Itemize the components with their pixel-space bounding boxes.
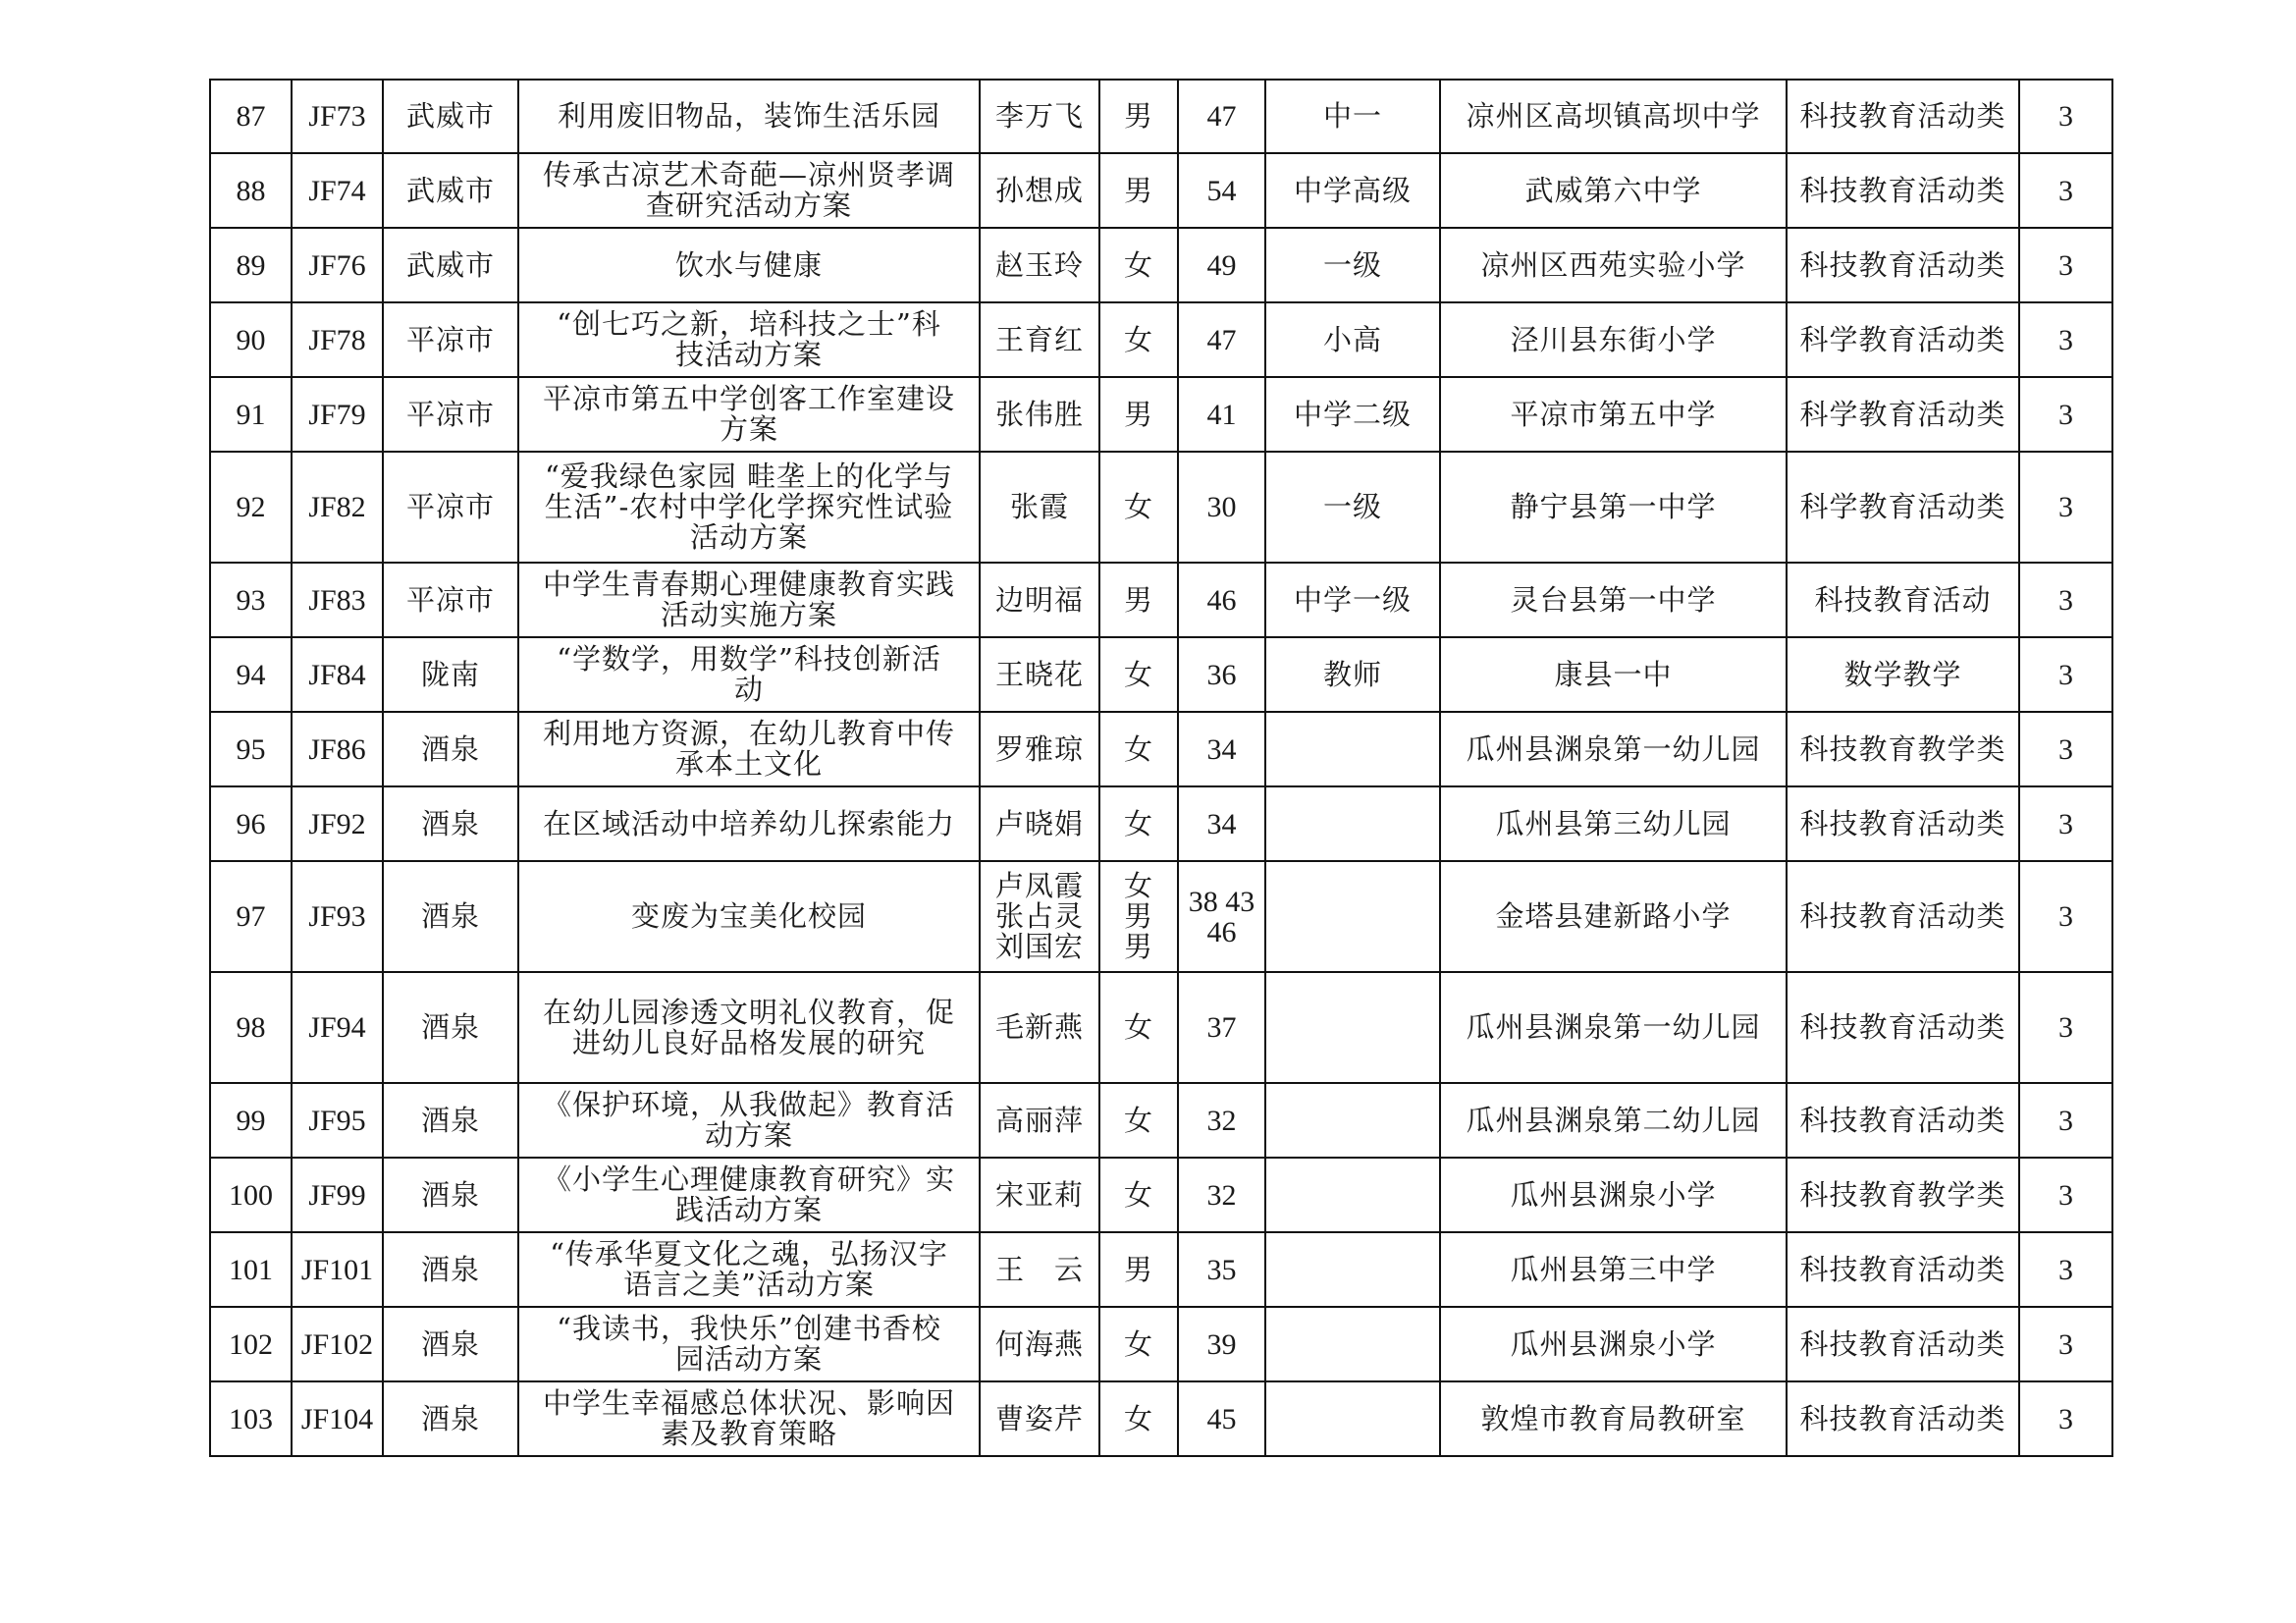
- score-cell: 3: [2019, 302, 2112, 377]
- city-cell: 平凉市: [383, 452, 518, 563]
- professional-rank-cell: [1265, 1307, 1440, 1381]
- city-cell: 酒泉: [383, 972, 518, 1083]
- category-cell: 科技教育活动类: [1787, 1381, 2019, 1456]
- project-title-cell: 利用废旧物品，装饰生活乐园: [518, 80, 980, 153]
- project-title-cell: 利用地方资源，在幼儿教育中传 承本土文化: [518, 712, 980, 786]
- project-code-cell: JF73: [292, 80, 383, 153]
- author-name-cell: 王晓花: [980, 637, 1099, 712]
- project-code-cell: JF92: [292, 786, 383, 861]
- project-title-cell: 《小学生心理健康教育研究》实 践活动方案: [518, 1158, 980, 1232]
- row-number-cell: 91: [210, 377, 292, 452]
- school-cell: 平凉市第五中学: [1440, 377, 1787, 452]
- category-cell: 科技教育活动类: [1787, 153, 2019, 228]
- age-cell: 41: [1178, 377, 1265, 452]
- gender-cell: 女: [1099, 228, 1178, 302]
- gender-cell: 男: [1099, 80, 1178, 153]
- table-row: [210, 228, 2112, 302]
- author-name-cell: 高丽萍: [980, 1083, 1099, 1158]
- city-cell: 酒泉: [383, 1158, 518, 1232]
- project-title-cell: 在区域活动中培养幼儿探索能力: [518, 786, 980, 861]
- category-cell: 科技教育活动: [1787, 563, 2019, 637]
- project-code-cell: JF84: [292, 637, 383, 712]
- gender-cell: 男: [1099, 153, 1178, 228]
- table-body: [210, 80, 2112, 1456]
- gender-cell: 女: [1099, 712, 1178, 786]
- category-cell: 科技教育活动类: [1787, 786, 2019, 861]
- project-title-cell: 变废为宝美化校园: [518, 861, 980, 972]
- project-code-cell: JF94: [292, 972, 383, 1083]
- score-cell: 3: [2019, 972, 2112, 1083]
- score-cell: 3: [2019, 1158, 2112, 1232]
- project-code-cell: JF82: [292, 452, 383, 563]
- school-cell: 武威第六中学: [1440, 153, 1787, 228]
- table-row: [210, 153, 2112, 228]
- score-cell: 3: [2019, 1232, 2112, 1307]
- gender-cell: 女: [1099, 1158, 1178, 1232]
- city-cell: 酒泉: [383, 1232, 518, 1307]
- project-title-cell: 传承古凉艺术奇葩—凉州贤孝调 查研究活动方案: [518, 153, 980, 228]
- category-cell: 科技教育活动类: [1787, 228, 2019, 302]
- project-title-cell: 在幼儿园渗透文明礼仪教育，促 进幼儿良好品格发展的研究: [518, 972, 980, 1083]
- city-cell: 平凉市: [383, 563, 518, 637]
- row-number-cell: 100: [210, 1158, 292, 1232]
- school-cell: 瓜州县渊泉第一幼儿园: [1440, 712, 1787, 786]
- category-cell: 科学教育活动类: [1787, 377, 2019, 452]
- school-cell: 金塔县建新路小学: [1440, 861, 1787, 972]
- professional-rank-cell: [1265, 1158, 1440, 1232]
- gender-cell: 女: [1099, 972, 1178, 1083]
- age-cell: 49: [1178, 228, 1265, 302]
- author-name-cell: 张霞: [980, 452, 1099, 563]
- age-cell: 37: [1178, 972, 1265, 1083]
- score-cell: 3: [2019, 80, 2112, 153]
- row-number-cell: 101: [210, 1232, 292, 1307]
- table-row: [210, 452, 2112, 563]
- table-row: [210, 1381, 2112, 1456]
- row-number-cell: 94: [210, 637, 292, 712]
- project-title-cell: 中学生青春期心理健康教育实践 活动实施方案: [518, 563, 980, 637]
- project-code-cell: JF78: [292, 302, 383, 377]
- table-row: [210, 377, 2112, 452]
- row-number-cell: 90: [210, 302, 292, 377]
- project-code-cell: JF93: [292, 861, 383, 972]
- project-title-cell: 饮水与健康: [518, 228, 980, 302]
- author-name-cell: 卢凤霞 张占灵 刘国宏: [980, 861, 1099, 972]
- project-code-cell: JF104: [292, 1381, 383, 1456]
- professional-rank-cell: [1265, 861, 1440, 972]
- school-cell: 瓜州县第三中学: [1440, 1232, 1787, 1307]
- school-cell: 瓜州县渊泉第一幼儿园: [1440, 972, 1787, 1083]
- author-name-cell: 毛新燕: [980, 972, 1099, 1083]
- row-number-cell: 103: [210, 1381, 292, 1456]
- table-row: [210, 972, 2112, 1083]
- age-cell: 34: [1178, 712, 1265, 786]
- score-cell: 3: [2019, 228, 2112, 302]
- author-name-cell: 罗雅琼: [980, 712, 1099, 786]
- school-cell: 灵台县第一中学: [1440, 563, 1787, 637]
- author-name-cell: 曹姿芹: [980, 1381, 1099, 1456]
- age-cell: 34: [1178, 786, 1265, 861]
- gender-cell: 女: [1099, 786, 1178, 861]
- table-row: [210, 563, 2112, 637]
- table-row: [210, 1232, 2112, 1307]
- project-title-cell: 《保护环境，从我做起》教育活 动方案: [518, 1083, 980, 1158]
- school-cell: 凉州区高坝镇高坝中学: [1440, 80, 1787, 153]
- category-cell: 科技教育活动类: [1787, 80, 2019, 153]
- row-number-cell: 102: [210, 1307, 292, 1381]
- category-cell: 科技教育活动类: [1787, 861, 2019, 972]
- professional-rank-cell: 中一: [1265, 80, 1440, 153]
- professional-rank-cell: 一级: [1265, 228, 1440, 302]
- table-row: [210, 637, 2112, 712]
- category-cell: 科技教育教学类: [1787, 1158, 2019, 1232]
- project-title-cell: 中学生幸福感总体状况、影响因 素及教育策略: [518, 1381, 980, 1456]
- age-cell: 32: [1178, 1158, 1265, 1232]
- table-row: [210, 302, 2112, 377]
- city-cell: 武威市: [383, 153, 518, 228]
- project-code-cell: JF99: [292, 1158, 383, 1232]
- category-cell: 科技教育活动类: [1787, 1232, 2019, 1307]
- table-row: [210, 786, 2112, 861]
- school-cell: 瓜州县渊泉第二幼儿园: [1440, 1083, 1787, 1158]
- school-cell: 康县一中: [1440, 637, 1787, 712]
- score-cell: 3: [2019, 712, 2112, 786]
- author-name-cell: 边明福: [980, 563, 1099, 637]
- professional-rank-cell: [1265, 712, 1440, 786]
- project-code-cell: JF74: [292, 153, 383, 228]
- row-number-cell: 99: [210, 1083, 292, 1158]
- row-number-cell: 97: [210, 861, 292, 972]
- professional-rank-cell: 中学高级: [1265, 153, 1440, 228]
- city-cell: 酒泉: [383, 712, 518, 786]
- author-name-cell: 王 云: [980, 1232, 1099, 1307]
- age-cell: 36: [1178, 637, 1265, 712]
- row-number-cell: 87: [210, 80, 292, 153]
- project-title-cell: “创七巧之新，培科技之士”科 技活动方案: [518, 302, 980, 377]
- row-number-cell: 98: [210, 972, 292, 1083]
- author-name-cell: 王育红: [980, 302, 1099, 377]
- professional-rank-cell: [1265, 786, 1440, 861]
- table-row: [210, 712, 2112, 786]
- professional-rank-cell: 教师: [1265, 637, 1440, 712]
- author-name-cell: 何海燕: [980, 1307, 1099, 1381]
- age-cell: 30: [1178, 452, 1265, 563]
- row-number-cell: 92: [210, 452, 292, 563]
- gender-cell: 男: [1099, 377, 1178, 452]
- row-number-cell: 89: [210, 228, 292, 302]
- gender-cell: 男: [1099, 1232, 1178, 1307]
- professional-rank-cell: 中学一级: [1265, 563, 1440, 637]
- category-cell: 科技教育教学类: [1787, 712, 2019, 786]
- author-name-cell: 赵玉玲: [980, 228, 1099, 302]
- score-cell: 3: [2019, 377, 2112, 452]
- age-cell: 39: [1178, 1307, 1265, 1381]
- score-cell: 3: [2019, 452, 2112, 563]
- professional-rank-cell: 一级: [1265, 452, 1440, 563]
- table-row: [210, 1307, 2112, 1381]
- category-cell: 数学教学: [1787, 637, 2019, 712]
- project-code-cell: JF83: [292, 563, 383, 637]
- age-cell: 54: [1178, 153, 1265, 228]
- school-cell: 静宁县第一中学: [1440, 452, 1787, 563]
- row-number-cell: 95: [210, 712, 292, 786]
- project-code-cell: JF86: [292, 712, 383, 786]
- score-cell: 3: [2019, 1381, 2112, 1456]
- age-cell: 32: [1178, 1083, 1265, 1158]
- professional-rank-cell: [1265, 1083, 1440, 1158]
- score-cell: 3: [2019, 861, 2112, 972]
- author-name-cell: 孙想成: [980, 153, 1099, 228]
- professional-rank-cell: [1265, 972, 1440, 1083]
- row-number-cell: 93: [210, 563, 292, 637]
- project-title-cell: 平凉市第五中学创客工作室建设 方案: [518, 377, 980, 452]
- score-cell: 3: [2019, 637, 2112, 712]
- gender-cell: 女: [1099, 637, 1178, 712]
- gender-cell: 女: [1099, 1083, 1178, 1158]
- professional-rank-cell: 中学二级: [1265, 377, 1440, 452]
- city-cell: 酒泉: [383, 1307, 518, 1381]
- school-cell: 瓜州县第三幼儿园: [1440, 786, 1787, 861]
- school-cell: 瓜州县渊泉小学: [1440, 1307, 1787, 1381]
- category-cell: 科技教育活动类: [1787, 1083, 2019, 1158]
- professional-rank-cell: [1265, 1381, 1440, 1456]
- author-name-cell: 李万飞: [980, 80, 1099, 153]
- school-cell: 凉州区西苑实验小学: [1440, 228, 1787, 302]
- city-cell: 陇南: [383, 637, 518, 712]
- category-cell: 科技教育活动类: [1787, 972, 2019, 1083]
- school-cell: 敦煌市教育局教研室: [1440, 1381, 1787, 1456]
- row-number-cell: 96: [210, 786, 292, 861]
- score-cell: 3: [2019, 563, 2112, 637]
- gender-cell: 女: [1099, 1307, 1178, 1381]
- project-title-cell: “爱我绿色家园 畦垄上的化学与 生活”-农村中学化学探究性试验 活动方案: [518, 452, 980, 563]
- category-cell: 科学教育活动类: [1787, 452, 2019, 563]
- age-cell: 46: [1178, 563, 1265, 637]
- category-cell: 科技教育活动类: [1787, 1307, 2019, 1381]
- age-cell: 47: [1178, 80, 1265, 153]
- city-cell: 酒泉: [383, 1083, 518, 1158]
- award-list-table: [209, 79, 2113, 1457]
- city-cell: 酒泉: [383, 861, 518, 972]
- school-cell: 泾川县东街小学: [1440, 302, 1787, 377]
- gender-cell: 女: [1099, 302, 1178, 377]
- age-cell: 38 43 46: [1178, 861, 1265, 972]
- project-title-cell: “传承华夏文化之魂，弘扬汉字 语言之美”活动方案: [518, 1232, 980, 1307]
- city-cell: 酒泉: [383, 786, 518, 861]
- row-number-cell: 88: [210, 153, 292, 228]
- city-cell: 武威市: [383, 228, 518, 302]
- score-cell: 3: [2019, 786, 2112, 861]
- score-cell: 3: [2019, 1307, 2112, 1381]
- project-code-cell: JF101: [292, 1232, 383, 1307]
- city-cell: 武威市: [383, 80, 518, 153]
- gender-cell: 女: [1099, 1381, 1178, 1456]
- age-cell: 47: [1178, 302, 1265, 377]
- table-row: [210, 861, 2112, 972]
- city-cell: 平凉市: [383, 302, 518, 377]
- project-code-cell: JF76: [292, 228, 383, 302]
- gender-cell: 男: [1099, 563, 1178, 637]
- table-row: [210, 80, 2112, 153]
- age-cell: 35: [1178, 1232, 1265, 1307]
- gender-cell: 女: [1099, 452, 1178, 563]
- author-name-cell: 张伟胜: [980, 377, 1099, 452]
- project-code-cell: JF95: [292, 1083, 383, 1158]
- category-cell: 科学教育活动类: [1787, 302, 2019, 377]
- score-cell: 3: [2019, 1083, 2112, 1158]
- author-name-cell: 卢晓娟: [980, 786, 1099, 861]
- gender-cell: 女 男 男: [1099, 861, 1178, 972]
- table-row: [210, 1083, 2112, 1158]
- project-code-cell: JF79: [292, 377, 383, 452]
- professional-rank-cell: [1265, 1232, 1440, 1307]
- project-title-cell: “我读书，我快乐”创建书香校 园活动方案: [518, 1307, 980, 1381]
- project-title-cell: “学数学，用数学”科技创新活 动: [518, 637, 980, 712]
- author-name-cell: 宋亚莉: [980, 1158, 1099, 1232]
- project-code-cell: JF102: [292, 1307, 383, 1381]
- table-row: [210, 1158, 2112, 1232]
- city-cell: 酒泉: [383, 1381, 518, 1456]
- school-cell: 瓜州县渊泉小学: [1440, 1158, 1787, 1232]
- city-cell: 平凉市: [383, 377, 518, 452]
- professional-rank-cell: 小高: [1265, 302, 1440, 377]
- score-cell: 3: [2019, 153, 2112, 228]
- age-cell: 45: [1178, 1381, 1265, 1456]
